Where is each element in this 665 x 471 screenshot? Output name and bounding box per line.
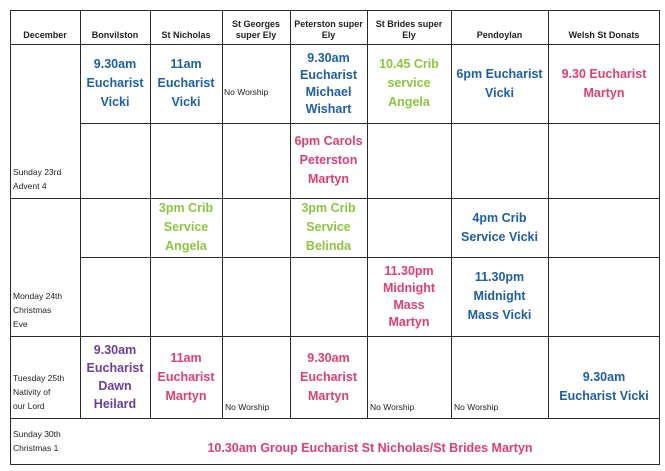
service-pendoylan-crib: 4pm Crib Service Vicki [461, 210, 538, 244]
service-peterston-sunday: 9.30am Eucharist Michael Wishart [300, 50, 357, 116]
header-bonvilston: Bonvilston [91, 30, 139, 40]
day-label-sunday-23: Sunday 23rd Advent 4 [13, 167, 62, 191]
header-december: December [23, 30, 67, 40]
service-bonvilston-sunday: 9.30am Eucharist Vicki [86, 57, 144, 109]
service-bonvilston-christmas: 9.30am Eucharist Dawn Heilard [86, 343, 144, 411]
header-st-georges: St Georges super Ely [231, 19, 280, 40]
service-st-brides-midnight: 11.30pm Midnight Mass Martyn [382, 263, 436, 329]
day-label-monday-24: Monday 24th Christmas Eve [13, 291, 63, 329]
header-pendoylan: Pendoylan [476, 30, 523, 40]
service-peterston-carols: 6pm Carols Peterston Martyn [294, 134, 363, 186]
day-label-tuesday-25: Tuesday 25th Nativity of our Lord [13, 373, 65, 411]
worship-schedule-table [10, 10, 660, 465]
service-welsh-st-donats-sunday: 9.30 Eucharist Martyn [561, 66, 647, 100]
service-st-nicholas-sunday: 11am Eucharist Vicki [157, 57, 215, 109]
row-divider [80, 123, 660, 124]
table-border [10, 464, 660, 465]
service-welsh-st-donats-christmas: 9.30am Eucharist Vicki [559, 370, 649, 403]
service-pendoylan-sunday: 6pm Eucharist Vicki [456, 66, 543, 100]
service-peterston-crib: 3pm Crib Service Belinda [301, 201, 356, 253]
service-peterston-christmas: 9.30am Eucharist Martyn [300, 350, 357, 403]
service-pendoylan-midnight: 11.30pm Midnight Mass Vicki [467, 270, 532, 322]
service-st-nicholas-crib: 3pm Crib Service Angela [158, 201, 214, 253]
header-st-nicholas: St Nicholas [161, 30, 211, 40]
no-worship-st-georges-christmas: No Worship [225, 402, 270, 412]
no-worship-pendoylan-christmas: No Worship [454, 402, 499, 412]
header-welsh-st-donats: Welsh St Donats [568, 30, 640, 40]
no-worship-st-brides-christmas: No Worship [370, 402, 415, 412]
header-peterston: Peterston super Ely [294, 19, 363, 40]
no-worship-st-georges-sunday: No Worship [224, 86, 269, 97]
service-st-nicholas-christmas: 11am Eucharist Martyn [157, 350, 215, 403]
day-label-sunday-30: Sunday 30th Christmas 1 [13, 429, 61, 453]
service-st-brides-sunday: 10.45 Crib service Angela [379, 57, 439, 109]
service-group-eucharist: 10.30am Group Eucharist St Nicholas/St Brides Martyn [207, 441, 533, 455]
header-st-brides: St Brides super Ely [375, 19, 443, 40]
